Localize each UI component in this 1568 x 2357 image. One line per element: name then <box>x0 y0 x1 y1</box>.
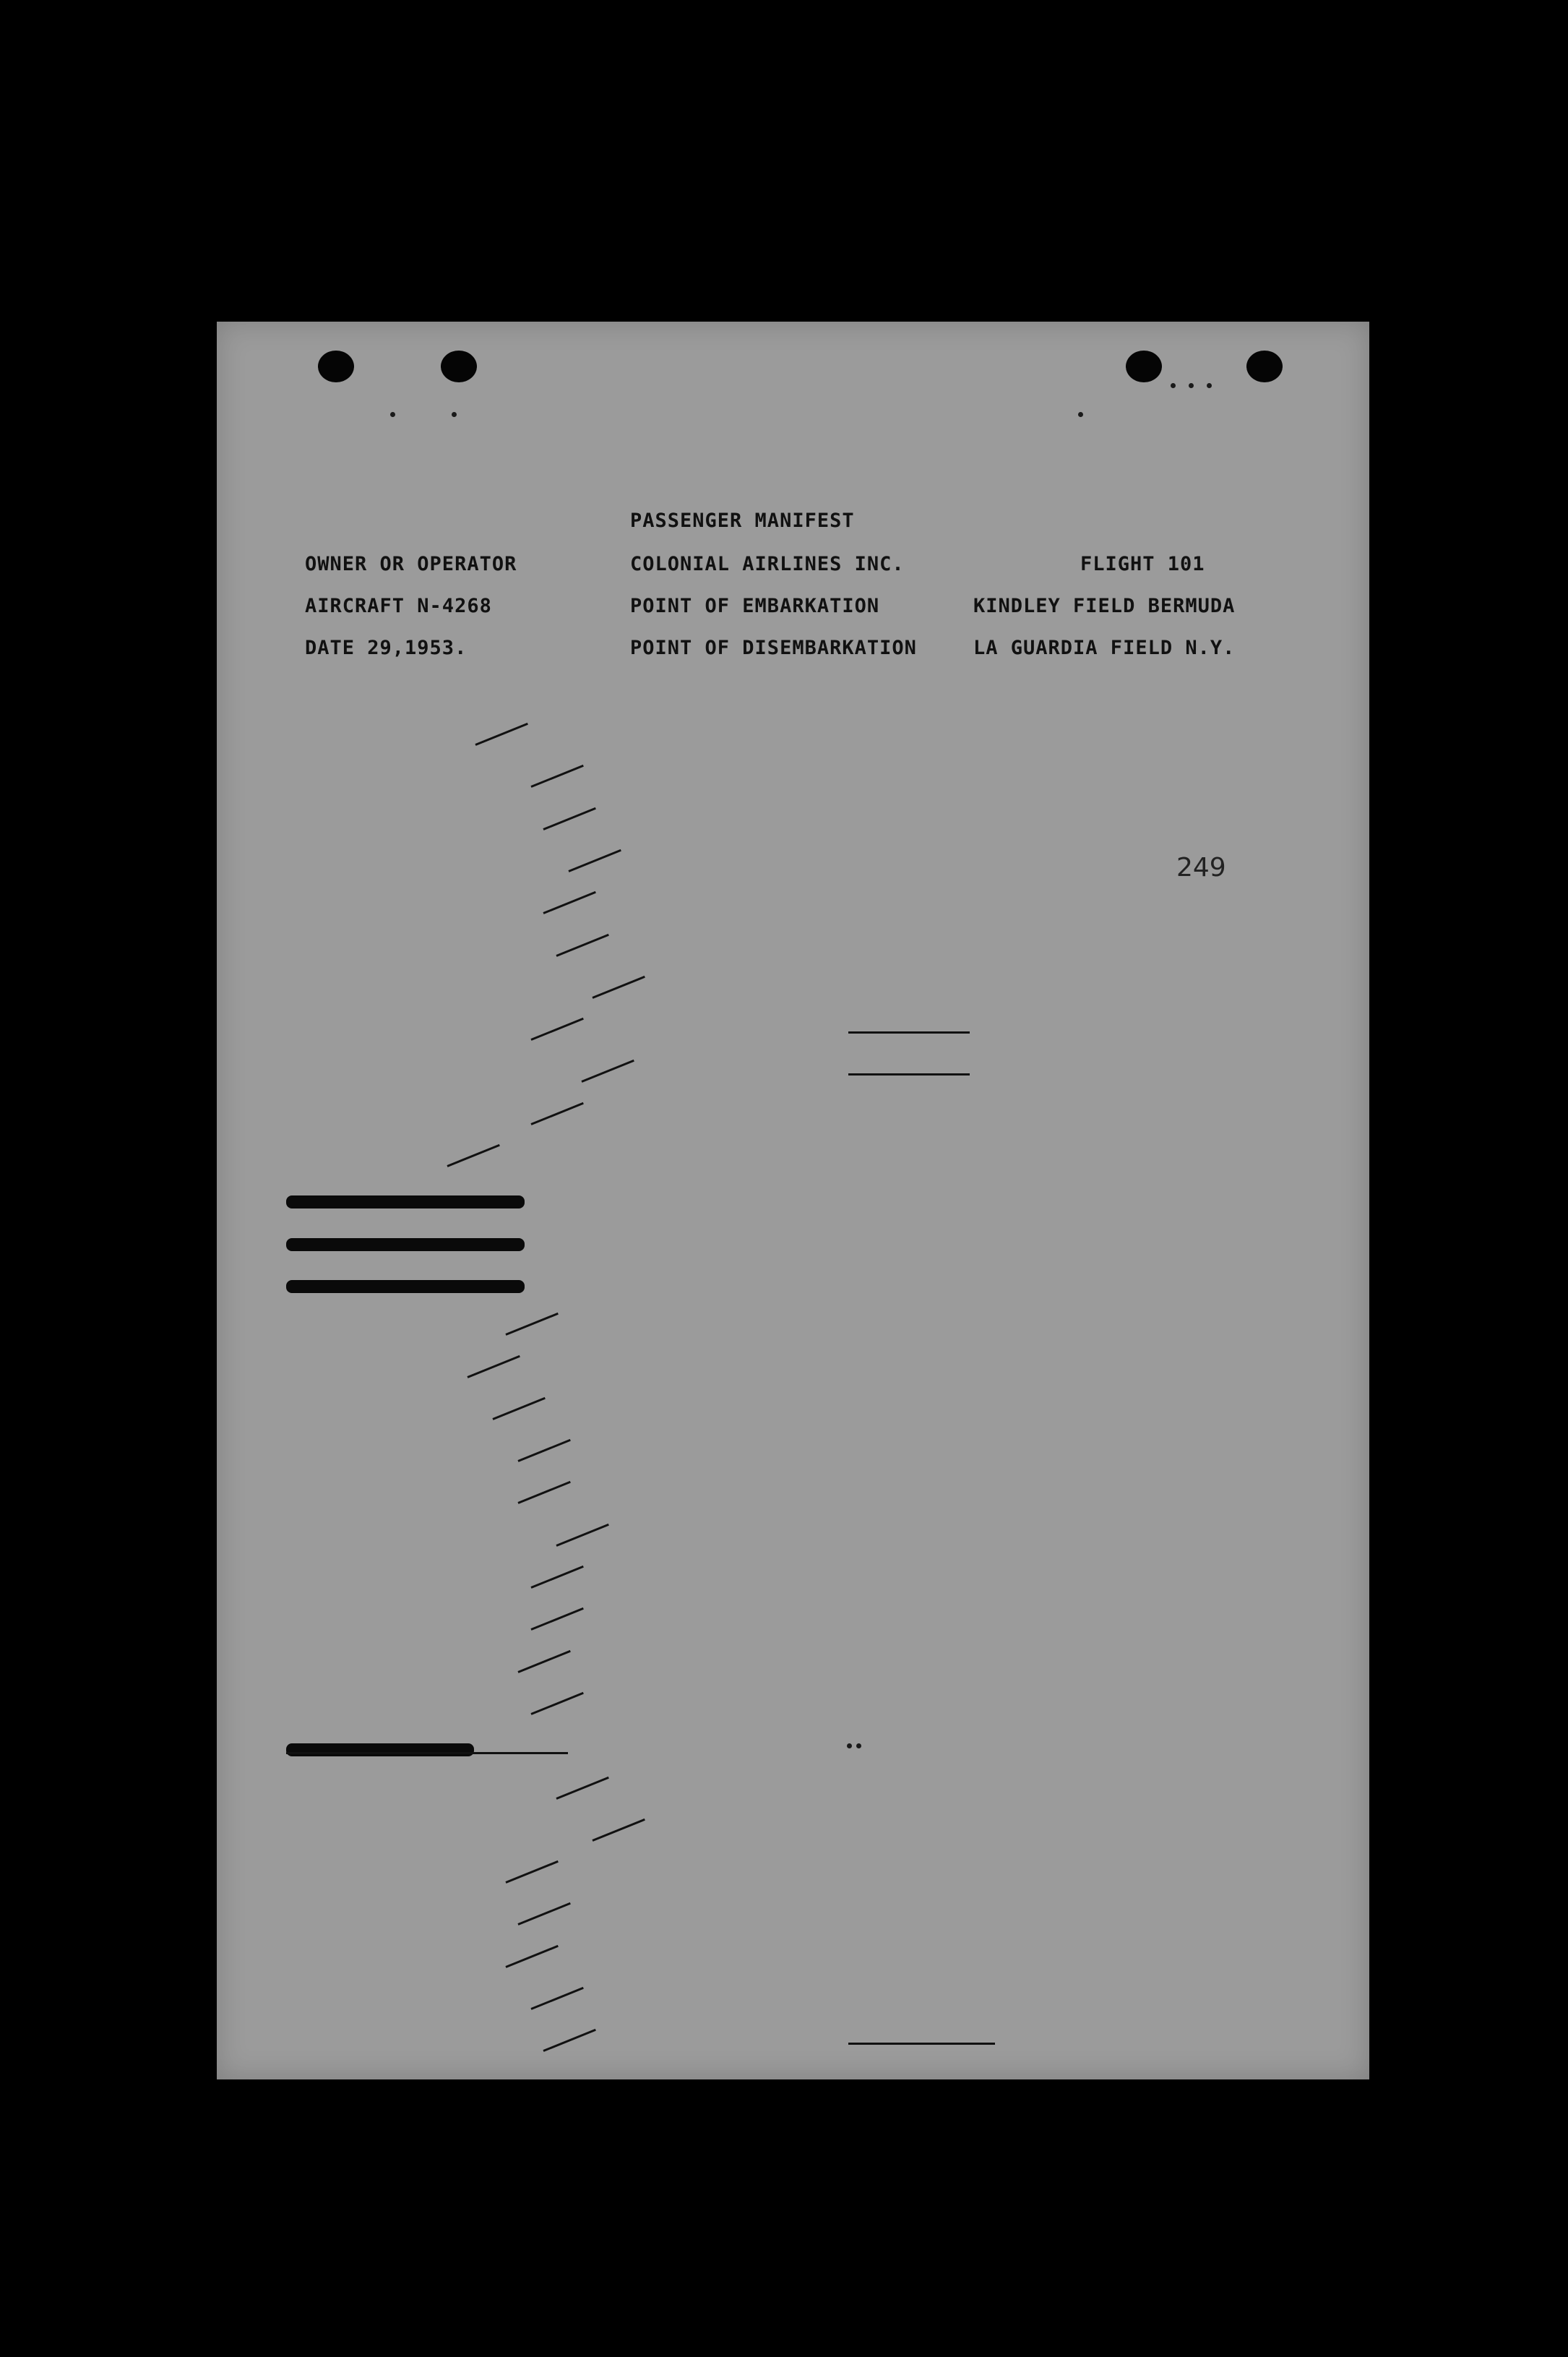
check-mark <box>517 1439 570 1462</box>
flight-number: FLIGHT 101 <box>1080 553 1205 575</box>
strikethrough-line <box>848 2043 995 2045</box>
check-mark <box>530 1566 583 1589</box>
manifest-title: PASSENGER MANIFEST <box>630 510 855 532</box>
punch-hole <box>1126 351 1162 382</box>
embarkation-label: POINT OF EMBARKATION <box>630 595 880 617</box>
stray-mark <box>1207 383 1212 388</box>
check-mark <box>556 933 608 956</box>
stray-mark <box>1189 383 1194 388</box>
strikethrough-line <box>848 1031 970 1034</box>
check-mark <box>530 765 583 788</box>
check-mark <box>505 1945 558 1968</box>
manifest-sheet <box>217 322 1369 2079</box>
stray-mark <box>452 412 457 417</box>
check-mark <box>530 1692 583 1715</box>
stray-mark <box>856 1743 861 1748</box>
check-mark <box>530 1607 583 1631</box>
aircraft-id: AIRCRAFT N-4268 <box>305 595 492 617</box>
punch-hole <box>441 351 477 382</box>
stray-mark <box>847 1743 852 1748</box>
stray-mark <box>1171 383 1176 388</box>
check-mark <box>592 1819 645 1842</box>
disembarkation-label: POINT OF DISEMBARKATION <box>630 637 917 659</box>
check-mark <box>467 1354 520 1378</box>
redaction-blot <box>286 1238 525 1251</box>
check-mark <box>530 1987 583 2010</box>
check-mark <box>517 1649 570 1673</box>
stray-mark <box>1078 412 1083 417</box>
check-mark <box>517 1902 570 1925</box>
manifest-date: DATE 29,1953. <box>305 637 468 659</box>
check-mark <box>581 1060 634 1083</box>
redaction-blot <box>286 1195 525 1208</box>
check-mark <box>505 1860 558 1884</box>
punch-hole <box>318 351 354 382</box>
check-mark <box>543 2029 595 2052</box>
check-mark <box>475 723 527 746</box>
check-mark <box>530 1102 583 1125</box>
embarkation-point: KINDLEY FIELD BERMUDA <box>973 595 1236 617</box>
check-mark <box>530 1018 583 1041</box>
check-mark <box>568 849 621 872</box>
check-mark <box>492 1397 545 1420</box>
strikethrough-line <box>848 1073 970 1076</box>
strikethrough-line <box>286 1752 568 1754</box>
redaction-blot <box>286 1743 474 1756</box>
operator-name: COLONIAL AIRLINES INC. <box>630 553 905 575</box>
check-mark <box>592 976 645 999</box>
check-mark <box>517 1481 570 1504</box>
disembarkation-point: LA GUARDIA FIELD N.Y. <box>973 637 1236 659</box>
check-mark <box>556 1776 608 1799</box>
redaction-blot <box>286 1280 525 1293</box>
stray-mark <box>390 412 395 417</box>
punch-hole <box>1246 351 1283 382</box>
check-mark <box>543 807 595 830</box>
check-mark <box>505 1313 558 1336</box>
page-number-stamp: 249 <box>1176 853 1226 883</box>
check-mark <box>543 891 595 914</box>
check-mark <box>556 1524 608 1547</box>
check-mark <box>447 1144 499 1167</box>
owner-label: OWNER OR OPERATOR <box>305 553 517 575</box>
